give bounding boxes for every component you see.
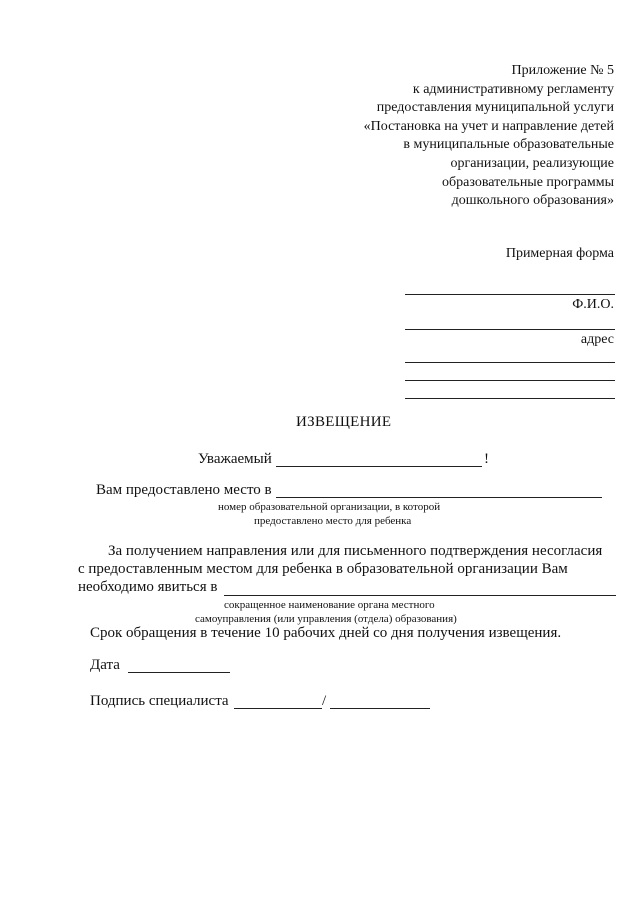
address-line-1 [405,329,615,330]
greeting-exclamation: ! [484,451,489,467]
instruction-line-1: За получением направления или для письменного подтверждения несогласия [108,543,603,559]
date-label: Дата [90,657,120,673]
instruction-hint-1: сокращенное наименование органа местного [224,599,435,611]
appendix-line: к административному регламенту [412,81,614,97]
address-line-4 [405,398,615,399]
address-line-2 [405,362,615,363]
signature-name-line [330,708,430,709]
signature-line [234,708,322,709]
instruction-line [224,595,616,596]
notice-title: ИЗВЕЩЕНИЕ [296,414,392,430]
form-type-label: Примерная форма [505,246,614,261]
appendix-line: в муниципальные образовательные [403,137,614,153]
placement-hint-1: номер образовательной организации, в которой [218,501,441,513]
appendix-line: образовательные программы [442,174,614,190]
address-label: адрес [580,332,614,347]
appendix-line: Приложение № 5 [511,63,614,78]
placement-text: Вам предоставлено место в [96,482,272,498]
instruction-line-2: с предоставленным местом для ребенка в образовательной организации Вам [78,561,568,577]
deadline-text: Срок обращения в течение 10 рабочих дней со дня получения извещения. [90,625,562,641]
placement-hint-2: предоставлено место для ребенка [254,515,412,527]
signature-label: Подпись специалиста [90,693,229,709]
greeting-text: Уважаемый [198,451,272,467]
appendix-line: организации, реализующие [450,155,614,171]
appendix-line: дошкольного образования» [451,193,614,209]
appendix-line: предоставления муниципальной услуги [376,100,614,116]
appendix-line: «Постановка на учет и направление детей [363,118,614,134]
address-line-3 [405,380,615,381]
fio-label: Ф.И.О. [572,297,614,312]
instruction-line-3: необходимо явиться в [78,579,218,595]
date-line [128,672,230,673]
greeting-name-line [276,466,482,467]
instruction-hint-2: самоуправления (или управления (отдела) образования) [195,613,457,625]
fio-line [405,294,615,295]
signature-separator: / [322,693,327,709]
placement-line [276,497,602,498]
appendix-header [364,62,614,211]
